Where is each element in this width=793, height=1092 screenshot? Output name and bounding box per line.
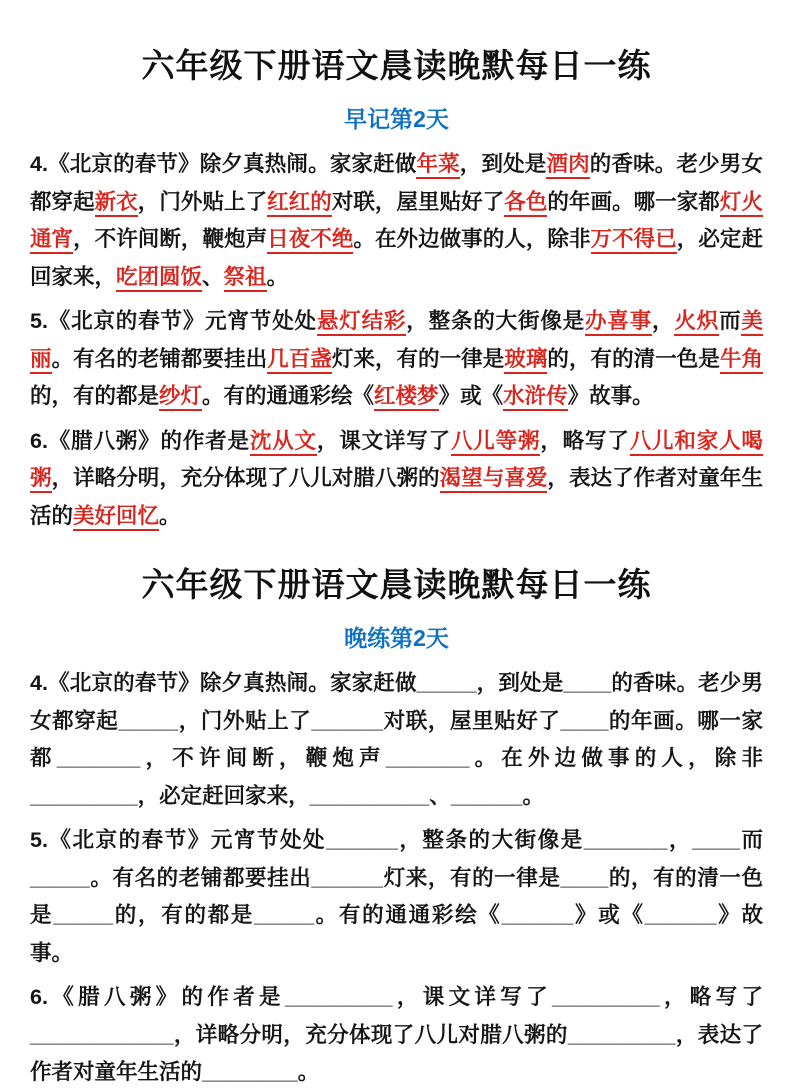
- answer-text: 日夜不绝: [267, 227, 353, 254]
- body-text: 6.《腊八粥》的作者是: [30, 428, 250, 453]
- answer-text: 沈从文: [250, 429, 317, 456]
- body-text: 的年画。哪一家都: [30, 708, 763, 770]
- blank-line: _____: [30, 865, 90, 890]
- answer-text: 纱灯: [159, 384, 202, 411]
- blank-line: _________: [551, 985, 660, 1009]
- blank-line: ______: [450, 783, 523, 808]
- answer-text: 吃团圆饭: [116, 265, 202, 292]
- body-text: 。: [266, 264, 289, 289]
- paragraph: [30, 979, 763, 1092]
- paragraph: [30, 146, 763, 296]
- body-text: 对联，屋里贴好了: [331, 189, 505, 214]
- answer-text: 渴望与喜爱: [440, 466, 548, 493]
- body-text: 灯来，有的一律是: [383, 865, 561, 890]
- body-text: ，详略分明，充分体现了八儿对腊八粥的: [173, 1022, 568, 1047]
- body-text: ，门外贴上了: [137, 189, 268, 214]
- body-text: 》或《: [438, 384, 504, 408]
- day-subtitle: 早记第2天: [344, 106, 449, 132]
- body-text: 的，有的清一色是: [547, 346, 720, 371]
- blank-line: ______: [311, 865, 384, 890]
- body-text: 4.《北京的春节》除夕真热闹。家家赶做: [30, 671, 417, 695]
- body-text: 的，有的清一色是: [30, 865, 763, 927]
- paragraph: [30, 303, 763, 416]
- body-text: 对联，屋里贴好了: [383, 708, 561, 733]
- body-text: 的香味。老少男女都穿起: [30, 671, 763, 733]
- blank-line: _________: [567, 1022, 676, 1047]
- answer-text: 办喜事: [585, 309, 652, 336]
- blank-line: __________: [309, 783, 430, 808]
- body-text: 。: [297, 1060, 320, 1084]
- blank-line: ______: [311, 708, 384, 733]
- body-text: 灯来，有的一律是: [331, 346, 505, 371]
- body-text: ，略写了: [540, 428, 630, 453]
- body-text: 、: [429, 783, 451, 808]
- body-text: ，到处是: [459, 152, 547, 176]
- blank-line: _______: [385, 746, 470, 770]
- paragraph: [30, 423, 763, 536]
- body-text: ，门外贴上了: [178, 708, 312, 733]
- answer-text: 几百盏: [267, 347, 332, 374]
- body-text: 5.《北京的春节》元宵节处处: [30, 309, 317, 333]
- body-text: 。有名的老铺都要挂出: [51, 346, 268, 371]
- body-text: ，到处是: [476, 671, 564, 695]
- blank-line: _____: [118, 708, 179, 733]
- body-text: ，: [652, 309, 675, 333]
- body-text: ，不许间断，鞭炮声: [73, 227, 268, 251]
- answer-text: 祭祖: [224, 265, 267, 292]
- worksheet-section-2: [30, 559, 763, 1092]
- blank-line: ____: [692, 828, 740, 852]
- body-text: ，课文详写了: [316, 428, 451, 453]
- blank-line: _____: [416, 671, 477, 695]
- blank-line: ______: [644, 903, 717, 927]
- body-text: 6.《腊八粥》的作者是: [30, 985, 285, 1009]
- body-text: 。有的通通彩绘《: [202, 384, 375, 408]
- body-text: 。有名的老铺都要挂出: [89, 865, 312, 890]
- body-text: ，详略分明，充分体现了八儿对腊八粥的: [51, 466, 440, 490]
- answer-text: 酒肉: [546, 152, 589, 179]
- body-text: 的，有的都是: [30, 384, 160, 408]
- answer-text: 年菜: [416, 152, 459, 179]
- body-text: ，: [667, 828, 693, 852]
- answer-text: 火炽: [674, 309, 719, 336]
- body-text: ，表达了作者对童年生活的: [30, 466, 763, 528]
- body-text: 。: [159, 503, 181, 528]
- body-text: ，表达了作者对童年生活的: [30, 1022, 763, 1084]
- body-text: ，必定赶回家来，: [30, 227, 763, 289]
- answer-text: 牛角: [720, 347, 763, 374]
- paragraph: [30, 665, 763, 815]
- body-text: ，课文详写了: [392, 985, 552, 1009]
- blank-line: ____: [563, 671, 612, 695]
- body-text: 的香味。老少男女都穿起: [30, 152, 763, 214]
- blank-line: _________: [284, 985, 393, 1009]
- paragraph: [30, 822, 763, 972]
- blank-line: ______: [501, 903, 574, 927]
- body-text: 。在外边做事的人，除非: [353, 227, 591, 251]
- page-title: 六年级下册语文晨读晚默每日一练: [141, 47, 652, 84]
- answer-text: 美丽: [30, 309, 763, 374]
- blank-line: _______: [583, 828, 668, 852]
- blank-line: ____: [560, 865, 609, 890]
- answer-text: 万不得已: [591, 227, 677, 254]
- body-text: ，不许间断，鞭炮声: [140, 746, 386, 770]
- answer-text: 八儿等粥: [451, 429, 540, 456]
- blank-line: _____: [53, 903, 114, 927]
- blank-line: _______: [56, 746, 141, 770]
- worksheet-section-1: [30, 40, 763, 535]
- body-text: 4.《北京的春节》除夕真热闹。家家赶做: [30, 152, 417, 176]
- body-text: 、: [202, 264, 224, 289]
- blank-line: ____________: [30, 1022, 174, 1047]
- body-text: 》故事。: [30, 903, 763, 965]
- answer-text: 水浒传: [503, 384, 568, 411]
- answer-text: 八儿和家人喝粥: [30, 429, 763, 494]
- answer-text: 美好回忆: [73, 504, 159, 531]
- answer-text: 悬灯结彩: [317, 309, 406, 336]
- blank-line: _________: [30, 783, 138, 808]
- body-text: 。有的通通彩绘《: [313, 903, 502, 927]
- answer-text: 各色: [504, 190, 547, 217]
- page-title: 六年级下册语文晨读晚默每日一练: [141, 566, 652, 603]
- answer-text: 灯火通宵: [30, 190, 763, 255]
- body-text: 而: [719, 309, 742, 333]
- answer-text: 红红的: [267, 190, 332, 217]
- body-text: 》或《: [573, 903, 645, 927]
- body-text: 而: [739, 828, 763, 852]
- body-text: 的，有的都是: [113, 903, 255, 927]
- body-text: 。在外边做事的人，除非: [469, 746, 763, 770]
- body-text: ，略写了: [659, 985, 763, 1009]
- body-text: 的年画。哪一家都: [547, 189, 720, 214]
- answer-text: 红楼梦: [374, 384, 439, 411]
- body-text: ，必定赶回家来，: [137, 783, 310, 808]
- body-text: 》故事。: [567, 384, 654, 408]
- blank-line: ______: [326, 828, 398, 852]
- blank-line: ____: [560, 708, 609, 733]
- blank-line: _____: [254, 903, 314, 927]
- answer-text: 新衣: [95, 190, 138, 217]
- body-text: ，整条的大街像是: [406, 309, 586, 333]
- body-text: ，整条的大街像是: [397, 828, 584, 852]
- body-text: 。: [522, 783, 544, 808]
- day-subtitle: 晚练第2天: [344, 625, 449, 651]
- answer-text: 玻璃: [504, 347, 547, 374]
- blank-line: ________: [202, 1060, 298, 1084]
- body-text: 5.《北京的春节》元宵节处处: [30, 828, 327, 852]
